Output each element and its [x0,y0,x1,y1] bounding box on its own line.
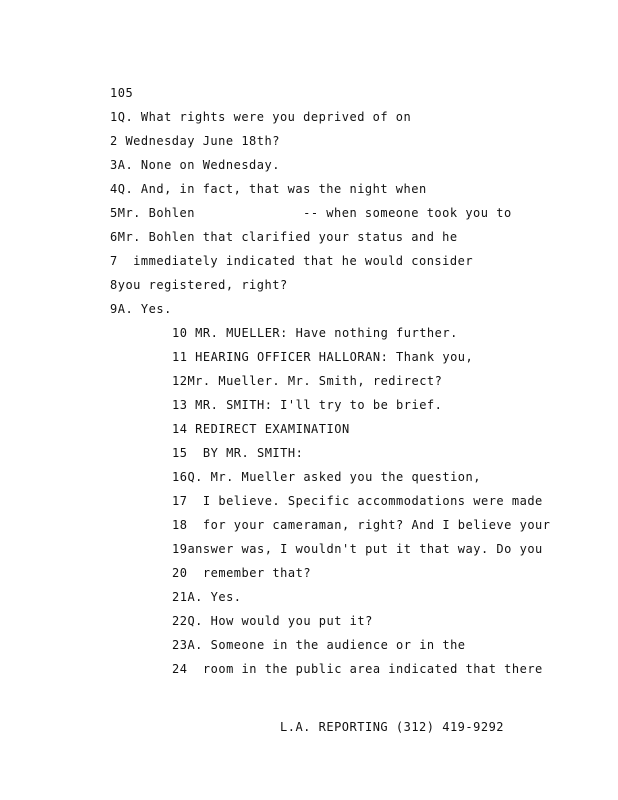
transcript-line-7: 7 immediately indicated that he would consider [110,254,474,268]
reporter-footer: L.A. REPORTING (312) 419-9292 [280,720,505,734]
transcript-line-17: 17 I believe. Specific accommodations were made [172,494,543,508]
transcript-line-14: 14 REDIRECT EXAMINATION [172,422,350,436]
transcript-line-2: 2 Wednesday June 18th? [110,134,280,148]
transcript-line-3: 3A. None on Wednesday. [110,158,280,172]
transcript-line-18: 18 for your cameraman, right? And I believe your [172,518,551,532]
transcript-line-20: 20 remember that? [172,566,312,580]
transcript-line-22: 22Q. How would you put it? [172,614,373,628]
transcript-line-5: 5Mr. Bohlen -- when someone took you to [110,206,512,220]
transcript-line-24: 24 room in the public area indicated that there [172,662,543,676]
transcript-line-9: 9A. Yes. [110,302,172,316]
transcript-line-11: 11 HEARING OFFICER HALLORAN: Thank you, [172,350,474,364]
transcript-line-13: 13 MR. SMITH: I'll try to be brief. [172,398,443,412]
transcript-line-21: 21A. Yes. [172,590,242,604]
transcript-line-10: 10 MR. MUELLER: Have nothing further. [172,326,458,340]
transcript-line-8: 8you registered, right? [110,278,288,292]
transcript-line-23: 23A. Someone in the audience or in the [172,638,466,652]
transcript-line-6: 6Mr. Bohlen that clarified your status and he [110,230,458,244]
transcript-line-19: 19answer was, I wouldn't put it that way. Do you [172,542,543,556]
transcript-line-15: 15 BY MR. SMITH: [172,446,304,460]
page-number: 105 [110,86,134,100]
transcript-line-4: 4Q. And, in fact, that was the night when [110,182,427,196]
transcript-line-1: 1Q. What rights were you deprived of on [110,110,412,124]
transcript-line-16: 16Q. Mr. Mueller asked you the question, [172,470,481,484]
transcript-line-12: 12Mr. Mueller. Mr. Smith, redirect? [172,374,443,388]
